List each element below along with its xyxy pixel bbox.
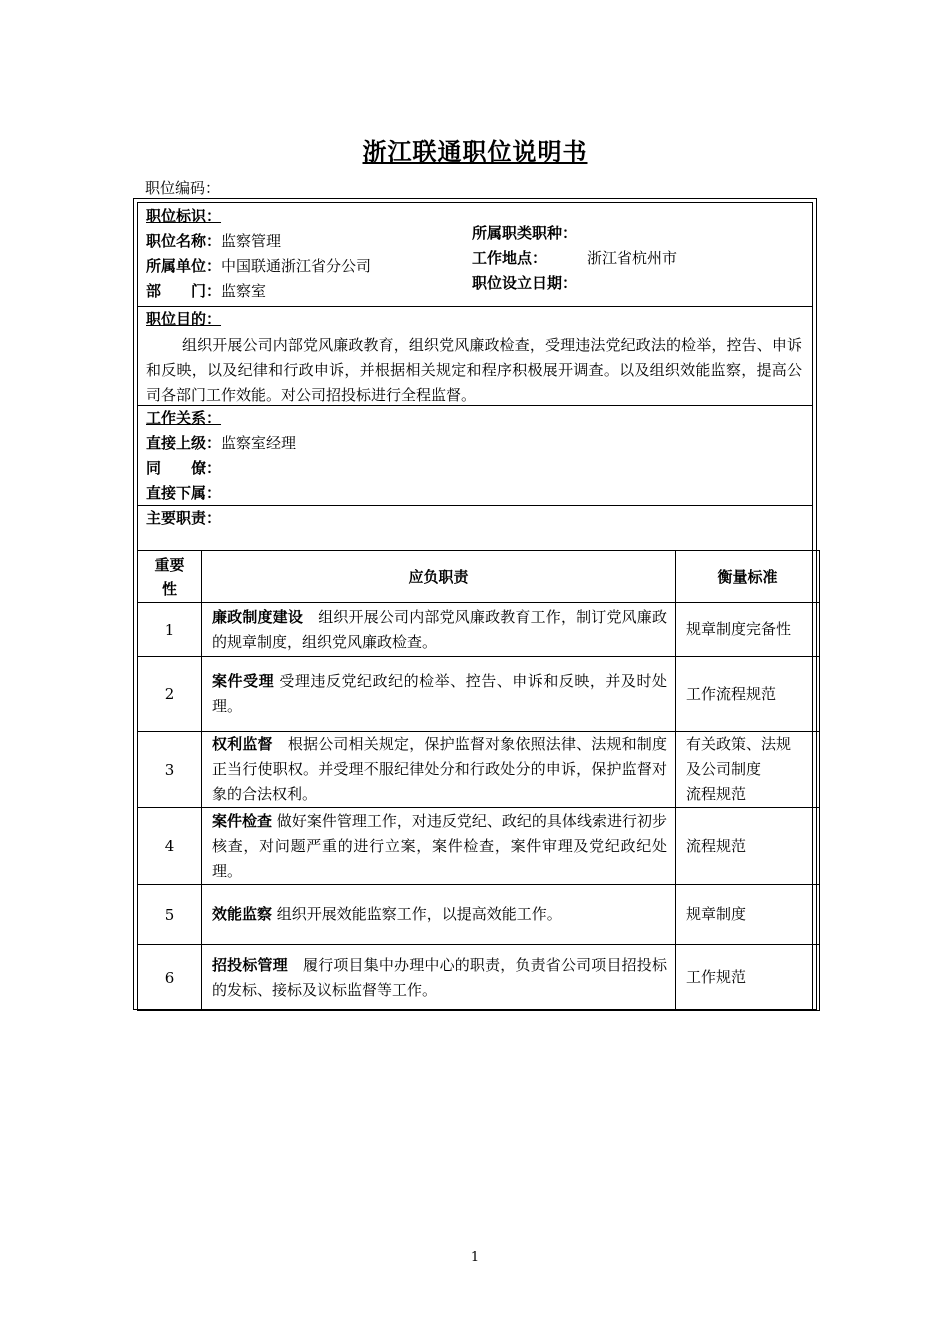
col-standard-header: 衡量标准 (676, 551, 820, 603)
table-row (138, 657, 820, 732)
row-number: 6 (138, 945, 202, 1011)
position-description-table (133, 198, 817, 1010)
standard-line: 有关政策、法规 (686, 735, 792, 753)
position-code-label: 职位编码： (145, 179, 221, 197)
subordinate-label: 直接下属： (146, 484, 222, 502)
duty-cell (202, 732, 676, 808)
duty-cell (202, 945, 676, 1011)
relations-section (138, 405, 812, 506)
standard-line: 流程规范 (686, 785, 747, 803)
superior-row (146, 432, 296, 454)
position-name-value: 监察管理 (221, 232, 282, 250)
location-row (472, 247, 677, 269)
duty-text: 组织开展公司内部党风廉政教育工作，制订党风廉政的规章制度，组织党风廉政检查。 (212, 607, 667, 651)
standard-cell: 工作规范 (676, 945, 820, 1011)
identification-section (138, 203, 812, 307)
duty-cell (202, 603, 676, 657)
table-row (138, 732, 820, 808)
row-number: 3 (138, 732, 202, 808)
table-row (138, 603, 820, 657)
document-title: 浙江联通职位说明书 (362, 138, 588, 166)
duty-text: 履行项目集中办理中心的职责，负责省公司项目招投标的发标、接标及议标监督等工作。 (212, 955, 667, 999)
row-number: 2 (138, 657, 202, 732)
purpose-text: 组织开展公司内部党风廉政教育，组织党风廉政检查，受理违法党纪政法的检举，控告、申诉和反映，以及纪律和行政申诉，并根据相关规定和程序积极展开调查。以及组织效能监察，提高公司各部门工作效能。对公司招投标进行全程监督。 (146, 336, 802, 404)
department-label: 部 门： (146, 282, 222, 300)
standard-cell: 工作流程规范 (676, 657, 820, 732)
location-label: 工作地点： (472, 249, 548, 267)
duty-text: 做好案件管理工作，对违反党纪、政纪的具体线索进行初步核查，对问题严重的进行立案，案件检查，案件审理及党纪政纪处理。 (212, 811, 667, 880)
table-row (138, 885, 820, 945)
duty-text: 受理违反党纪政纪的检举、控告、申诉和反映，并及时处理。 (212, 672, 667, 715)
relations-heading: 工作关系： (146, 409, 222, 427)
standard-line: 及公司制度 (686, 760, 762, 778)
col-importance-header (138, 551, 202, 603)
department-value: 监察室 (221, 282, 267, 300)
category-label: 所属职类职种： (472, 224, 578, 242)
duty-title: 廉政制度建设 (212, 607, 304, 626)
standard-cell (676, 732, 820, 808)
duty-title: 效能监察 (212, 905, 273, 923)
unit-label: 所属单位： (146, 257, 222, 275)
position-name-row (146, 230, 281, 252)
duty-title: 招投标管理 (212, 955, 288, 974)
standard-cell: 流程规范 (676, 808, 820, 885)
department-row (146, 280, 266, 302)
establish-date-label: 职位设立日期： (472, 274, 578, 292)
row-number: 1 (138, 603, 202, 657)
inner-frame (137, 202, 813, 1009)
page-number: 1 (470, 1250, 480, 1265)
duties-header-row (138, 551, 820, 603)
col-duty-header: 应负职责 (202, 551, 676, 603)
duties-table (137, 550, 820, 1011)
duty-title: 案件受理 (212, 672, 275, 690)
table-row (138, 808, 820, 885)
importance-header-text: 重要 性 (154, 555, 185, 598)
standard-cell: 规章制度完备性 (676, 603, 820, 657)
duty-text: 组织开展效能监察工作，以提高效能工作。 (272, 905, 562, 923)
standard-cell: 规章制度 (676, 885, 820, 945)
superior-label: 直接上级： (146, 434, 222, 452)
purpose-heading: 职位目的： (146, 310, 222, 328)
duty-cell (202, 808, 676, 885)
identification-heading: 职位标识： (146, 207, 222, 225)
peer-label: 同 僚： (146, 459, 222, 477)
unit-row (146, 255, 371, 277)
unit-value: 中国联通浙江省分公司 (221, 257, 372, 275)
duty-title: 案件检查 (212, 811, 273, 830)
purpose-section (138, 306, 812, 406)
row-number: 5 (138, 885, 202, 945)
duty-cell (202, 657, 676, 732)
superior-value: 监察室经理 (221, 434, 297, 452)
duties-heading: 主要职责： (146, 509, 222, 527)
table-row (138, 945, 820, 1011)
position-name-label: 职位名称： (146, 232, 222, 250)
location-value: 浙江省杭州市 (587, 249, 678, 267)
row-number: 4 (138, 808, 202, 885)
duty-cell (202, 885, 676, 945)
duty-title: 权利监督 (212, 735, 273, 753)
duty-text: 根据公司相关规定，保护监督对象依照法律、法规和制度正当行使职权。并受理不服纪律处分和行政处分的申诉，保护监督对象的合法权利。 (212, 735, 667, 803)
